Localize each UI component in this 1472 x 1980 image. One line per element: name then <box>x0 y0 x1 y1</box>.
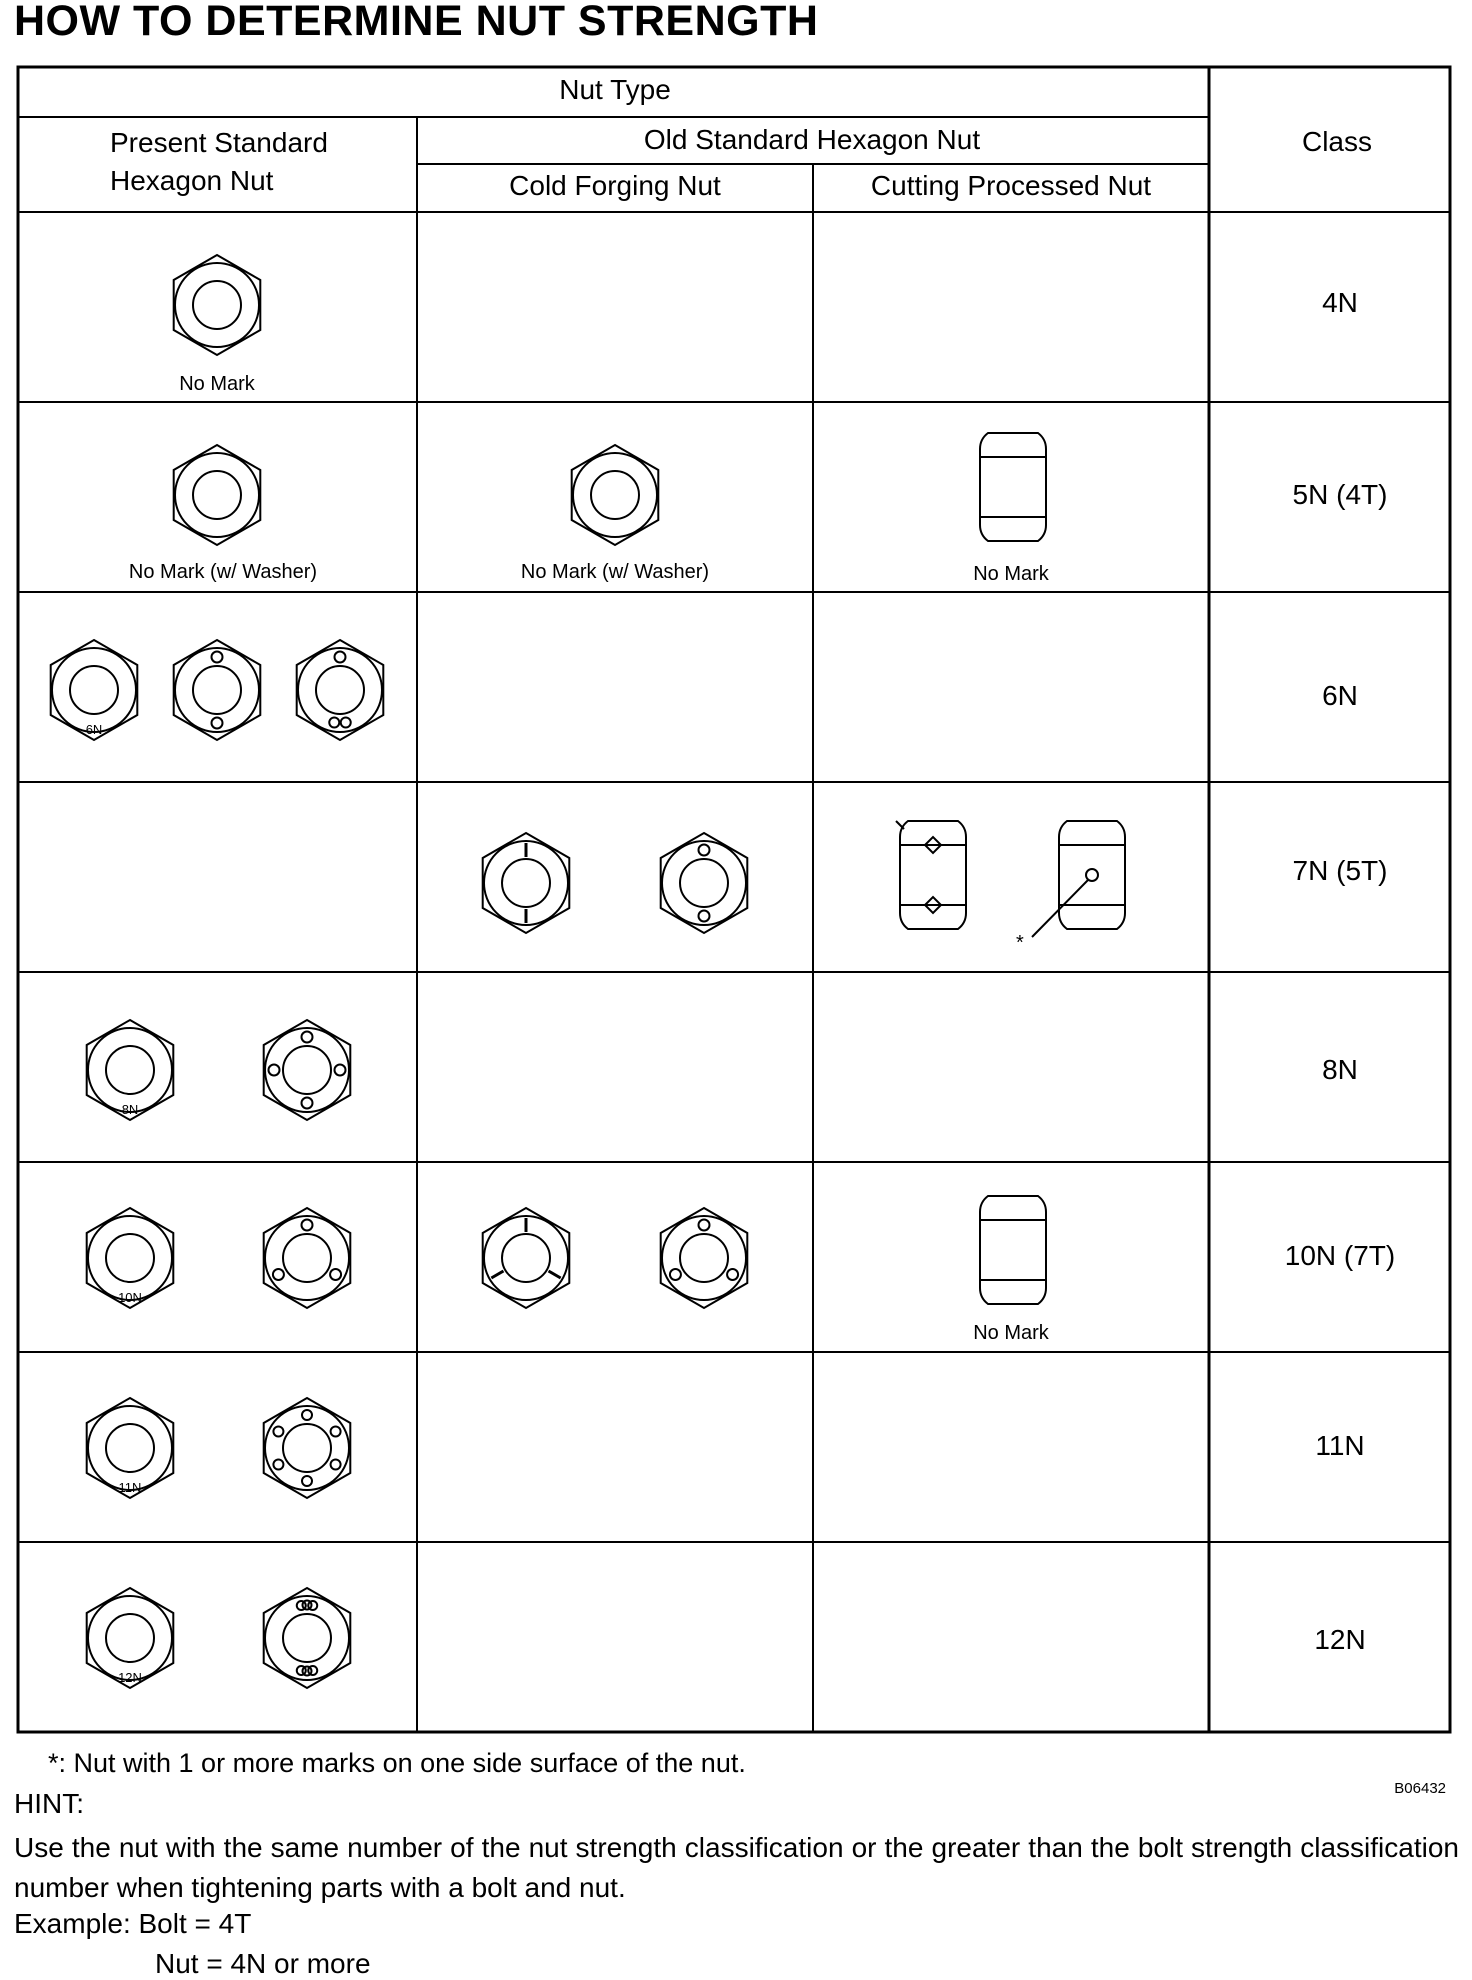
marked-hex-nut-icon <box>661 833 748 933</box>
plain-hex-nut-icon <box>174 255 261 355</box>
hint-body: Use the nut with the same number of the nut strength classification or the greater than the bolt strength classification number when tightening parts with a bolt and nut. <box>14 1832 1459 1903</box>
nut-stamp-label: 10N <box>118 1290 142 1305</box>
caption-4n-present: No Mark <box>179 373 255 395</box>
side-nut-icon <box>1032 821 1125 937</box>
marked-hex-nut-icon <box>661 1208 748 1308</box>
stamped-hex-nut-icon <box>51 640 138 740</box>
side-nut-icon <box>980 433 1046 541</box>
marked-hex-nut-icon <box>264 1208 351 1308</box>
header-cold-forging: Cold Forging Nut <box>509 170 721 201</box>
class-7n: 7N (5T) <box>1292 855 1388 886</box>
marked-hex-nut-icon <box>264 1020 351 1120</box>
header-nut-type: Nut Type <box>559 74 671 105</box>
caption-7n-cutting-asterisk: * <box>1016 932 1024 954</box>
hint-example-bolt: Example: Bolt = 4T <box>14 1908 252 1939</box>
marked-hex-nut-icon <box>174 640 261 740</box>
marked-hex-nut-icon <box>483 833 570 933</box>
header-old-standard: Old Standard Hexagon Nut <box>643 124 981 155</box>
stamped-hex-nut-icon <box>87 1398 174 1498</box>
plain-hex-nut-icon <box>572 445 659 545</box>
header-present-standard: Present Standard Hexagon Nut <box>110 127 328 196</box>
hint-label: HINT: <box>14 1788 84 1819</box>
figure-code: B06432 <box>1394 1780 1446 1797</box>
nut-stamp-label: 11N <box>118 1480 142 1495</box>
class-11n: 11N <box>1315 1430 1365 1461</box>
nut-stamp-label: 8N <box>121 1102 139 1117</box>
side-nut-icon <box>896 821 966 929</box>
caption-5n-cold: No Mark (w/ Washer) <box>520 561 710 583</box>
hint-example-nut: Nut = 4N or more <box>155 1948 371 1979</box>
class-5n: 5N (4T) <box>1292 479 1388 510</box>
nut-stamp-label: 6N <box>85 722 103 737</box>
class-12n: 12N <box>1314 1624 1366 1655</box>
header-cutting-processed: Cutting Processed Nut <box>870 170 1152 201</box>
marked-hex-nut-icon <box>264 1398 351 1498</box>
class-8n: 8N <box>1322 1054 1358 1085</box>
caption-5n-cutting: No Mark <box>973 563 1049 585</box>
footnote: *: Nut with 1 or more marks on one side surface of the nut. <box>48 1748 746 1778</box>
stamped-hex-nut-icon <box>87 1020 174 1120</box>
caption-10n-cutting: No Mark <box>973 1322 1049 1344</box>
plain-hex-nut-icon <box>174 445 261 545</box>
class-6n: 6N <box>1322 680 1358 711</box>
class-10n: 10N (7T) <box>1284 1240 1396 1271</box>
stamped-hex-nut-icon <box>87 1588 174 1688</box>
class-4n: 4N <box>1322 287 1358 318</box>
marked-hex-nut-icon <box>264 1588 351 1688</box>
nut-stamp-label: 12N <box>118 1670 142 1685</box>
page-title: HOW TO DETERMINE NUT STRENGTH <box>14 0 819 45</box>
side-nut-icon <box>980 1196 1046 1304</box>
stamped-hex-nut-icon <box>87 1208 174 1308</box>
caption-5n-present: No Mark (w/ Washer) <box>128 561 318 583</box>
marked-hex-nut-icon <box>483 1208 570 1308</box>
header-class: Class <box>1301 126 1372 157</box>
marked-hex-nut-icon <box>297 640 384 740</box>
